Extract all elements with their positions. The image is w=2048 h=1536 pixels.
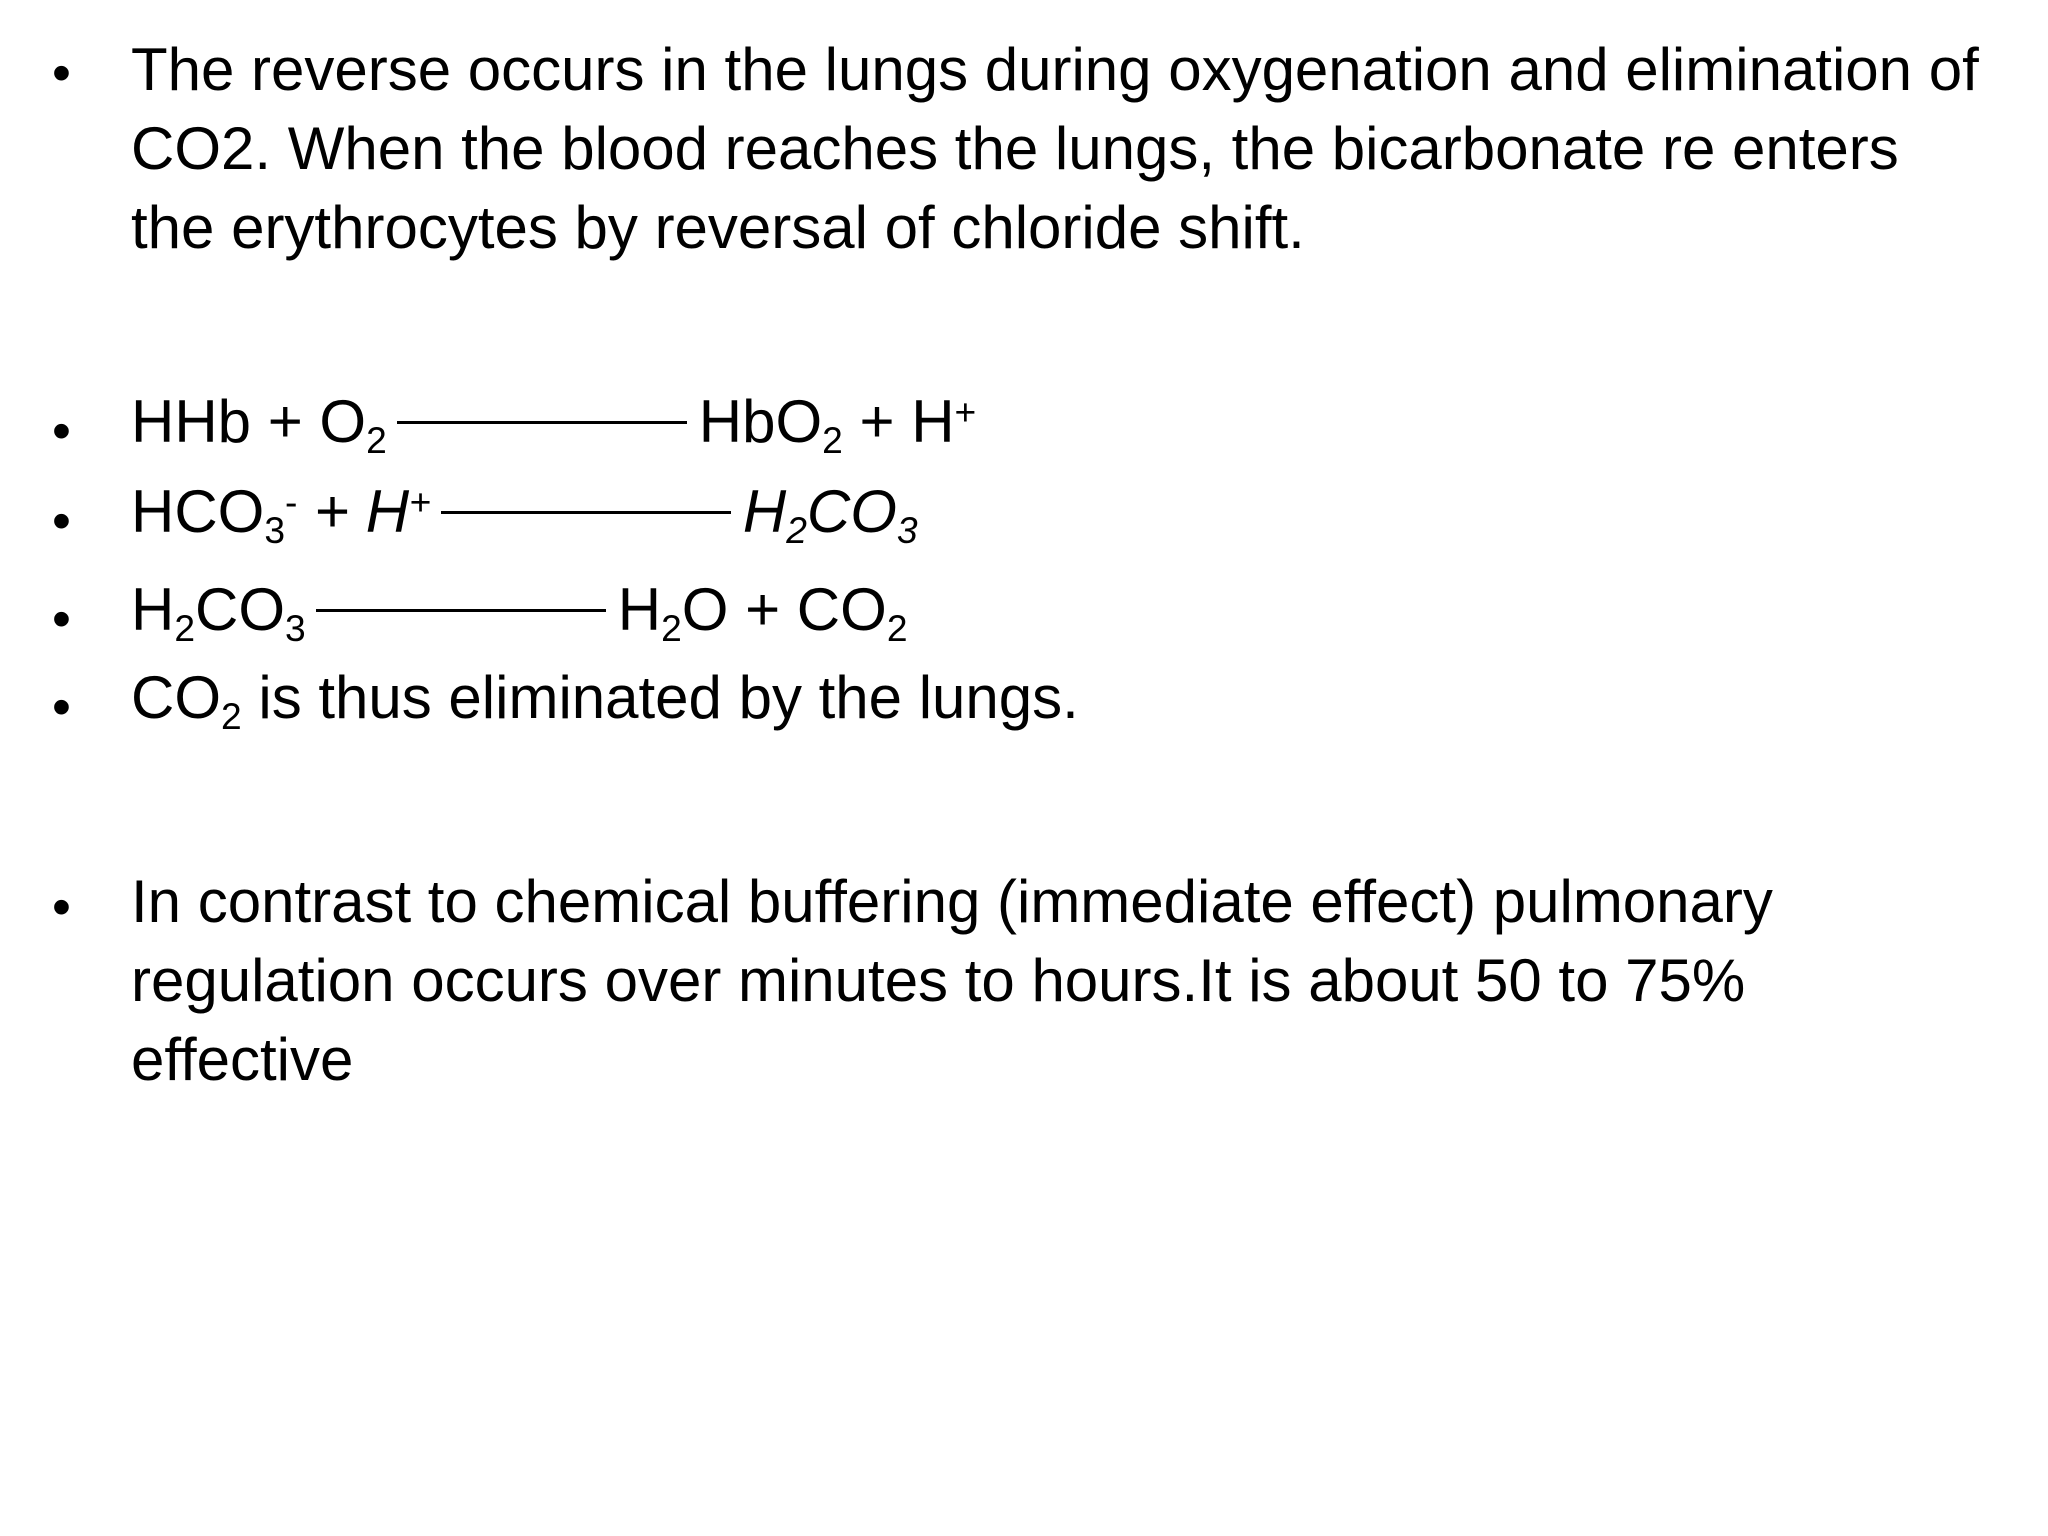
paragraph-pulmonary-regulation xyxy=(131,862,2011,1099)
paragraph-line: CO2. When the blood reaches the lungs, the bicarbonate re enters xyxy=(131,115,1899,182)
paragraph-line: effective xyxy=(131,1026,354,1093)
reaction-arrow-line xyxy=(316,609,606,612)
bullet-marker: • xyxy=(52,877,71,937)
paragraph-line: the erythrocytes by reversal of chloride shift. xyxy=(131,194,1305,261)
equation-rhs: HbO$_2$ + H+ xyxy=(698,388,977,462)
equation-rhs: $H_2O + CO_2$ xyxy=(617,576,908,650)
bullet-marker: • xyxy=(52,589,71,649)
bullet-marker: • xyxy=(52,677,71,737)
equation-lhs: $HCO_3^- + H^+$ xyxy=(131,478,431,552)
equation-lhs: $H_2CO_3$ xyxy=(131,576,306,650)
equation-bicarbonate-carbonic-acid xyxy=(131,472,2011,551)
paragraph-lung-reversal xyxy=(131,30,2011,267)
equation-rhs: $H_2CO_3$ xyxy=(742,478,918,552)
equation-lhs: HHb + $O_2$ xyxy=(131,388,387,462)
equation-hemoglobin-oxygenation xyxy=(131,382,2011,461)
bullet-marker: • xyxy=(52,401,71,461)
paragraph-line: In contrast to chemical buffering (immediate effect) pulmonary xyxy=(131,868,1773,935)
paragraph-line: regulation occurs over minutes to hours.It is about 50 to 75% xyxy=(131,947,1746,1014)
bullet-marker: • xyxy=(52,43,71,103)
reaction-arrow-line xyxy=(441,511,731,514)
co2-elimination-statement: $CO_2$ is thus eliminated by the lungs. xyxy=(131,664,1079,738)
bullet-marker: • xyxy=(52,491,71,551)
paragraph-line: The reverse occurs in the lungs during oxygenation and elimination of xyxy=(131,36,1979,103)
reaction-arrow-line xyxy=(397,421,687,424)
equation-carbonic-acid-dissociation xyxy=(131,570,2011,649)
